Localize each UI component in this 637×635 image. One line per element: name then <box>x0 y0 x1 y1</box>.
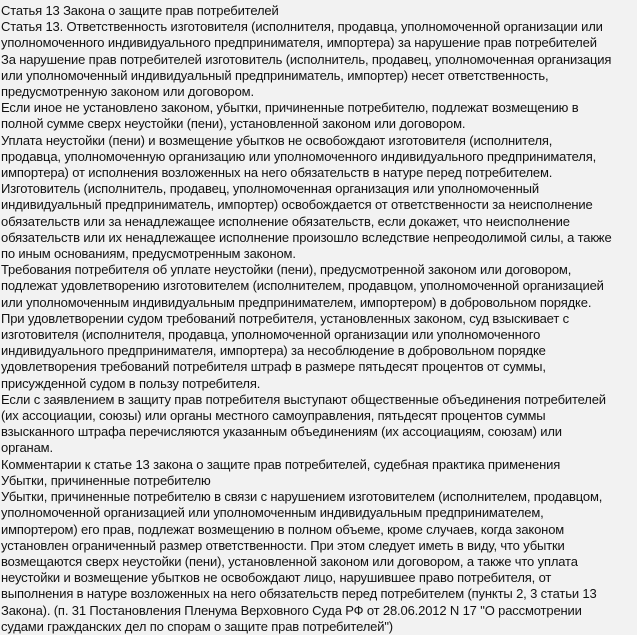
text-line: индивидуальный предприниматель, импортер) освобождается от ответственности за неисполнение <box>1 197 593 213</box>
text-line: импортера) от исполнения возложенных на него обязательств в натуре перед потребителем. <box>1 165 553 181</box>
text-line: Статья 13. Ответственность изготовителя (исполнителя, продавца, уполномоченной организации или <box>1 19 603 35</box>
text-line: При удовлетворении судом требований потребителя, установленных законом, суд взыскивает с <box>1 310 569 326</box>
paragraph <box>1 52 637 101</box>
text-line: обязательств или за ненадлежащее исполнение обязательств, если докажет, что неисполнение <box>1 213 570 229</box>
text-line: Убытки, причиненные потребителю <box>1 472 211 488</box>
text-line: взысканного штрафа перечисляются указанным объединениям (их ассоциациям, союзам) или <box>1 424 562 440</box>
text-line: За нарушение прав потребителей изготовитель (исполнитель, продавец, уполномоченная организация <box>1 51 612 67</box>
paragraph <box>1 311 637 392</box>
text-line: Если иное не установлено законом, убытки, причиненные потребителю, подлежат возмещению в <box>1 100 579 116</box>
paragraph <box>1 489 637 635</box>
text-line: Изготовитель (исполнитель, продавец, уполномоченная организация или уполномоченный <box>1 181 539 197</box>
text-line: присужденной судом в пользу потребителя. <box>1 375 261 391</box>
text-line: Требования потребителя об уплате неустойки (пени), предусмотренной законом или договором, <box>1 262 572 278</box>
text-line: Если с заявлением в защиту прав потребителя выступают общественные объединения потребителей <box>1 391 606 407</box>
document-title: Статья 13 Закона о защите прав потребителей <box>1 3 279 18</box>
text-line: или уполномоченный индивидуальный предприниматель, импортер) несет ответственность, <box>1 67 549 83</box>
paragraph <box>1 133 637 182</box>
paragraph <box>1 392 637 457</box>
text-line: уполномоченной организацией или уполномоченным индивидуальным предпринимателем, <box>1 505 544 521</box>
text-line: полной сумме сверх неустойки (пени), установленной законом или договором. <box>1 116 466 132</box>
text-line: органам. <box>1 440 53 456</box>
text-line: по иным основаниям, предусмотренным законом. <box>1 246 296 262</box>
text-line: или уполномоченным индивидуальным предпринимателем, импортером) в добровольном порядке. <box>1 294 592 310</box>
text-line: предусмотренную законом или договором. <box>1 84 254 100</box>
text-line: обязательств или их ненадлежащее исполнение произошло вследствие непреодолимой силы, а также <box>1 229 612 245</box>
paragraph <box>1 181 637 262</box>
text-line: продавца, уполномоченную организацию или уполномоченного индивидуального предпринимателя, <box>1 148 597 164</box>
paragraph <box>1 19 637 51</box>
text-line: выполнения в натуре возложенных на него обязательств перед потребителем (пункты 2, 3 статьи 13 <box>1 586 597 602</box>
text-line: (их ассоциации, союзы) или органы местного самоуправления, пятьдесят процентов суммы <box>1 408 546 424</box>
text-line: установлен ограниченный размер ответственности. При этом следует иметь в виду, что убытки <box>1 537 565 553</box>
text-line: неустойки и возмещение убытков не освобождают лицо, нарушившее право потребителя, от <box>1 570 552 586</box>
paragraph <box>1 473 637 489</box>
paragraph <box>1 262 637 311</box>
text-line: импортером) его прав, подлежат возмещению в полном объеме, кроме случаев, когда законом <box>1 521 565 537</box>
text-line: подлежат удовлетворению изготовителем (исполнителем, продавцом, уполномоченной организацией <box>1 278 604 294</box>
text-line: удовлетворения требований потребителя штраф в размере пятьдесят процентов от суммы, <box>1 359 546 375</box>
text-line: уполномоченного индивидуального предпринимателя, импортера) за нарушение прав потребителей <box>1 35 597 51</box>
text-line: возмещаются сверх неустойки (пени), установленной законом или договором, а также что уплата <box>1 553 578 569</box>
text-line: Уплата неустойки (пени) и возмещение убытков не освобождают изготовителя (исполнителя, <box>1 132 553 148</box>
text-line: Комментарии к статье 13 закона о защите прав потребителей, судебная практика применения <box>1 456 561 472</box>
paragraph <box>1 100 637 132</box>
text-line: Убытки, причиненные потребителю в связи с нарушением изготовителем (исполнителем, продавцом, <box>1 489 603 505</box>
text-line: судами гражданских дел по спорам о защите прав потребителей") <box>1 618 393 634</box>
text-line: изготовителя (исполнителя, продавца, уполномоченной организации или уполномоченного <box>1 327 541 343</box>
text-line: индивидуального предпринимателя, импортера) за несоблюдение в добровольном порядке <box>1 343 546 359</box>
paragraph <box>1 457 637 473</box>
text-line: Закона). (п. 31 Постановления Пленума Верховного Суда РФ от 28.06.2012 N 17 "О рассмотрении <box>1 602 582 618</box>
